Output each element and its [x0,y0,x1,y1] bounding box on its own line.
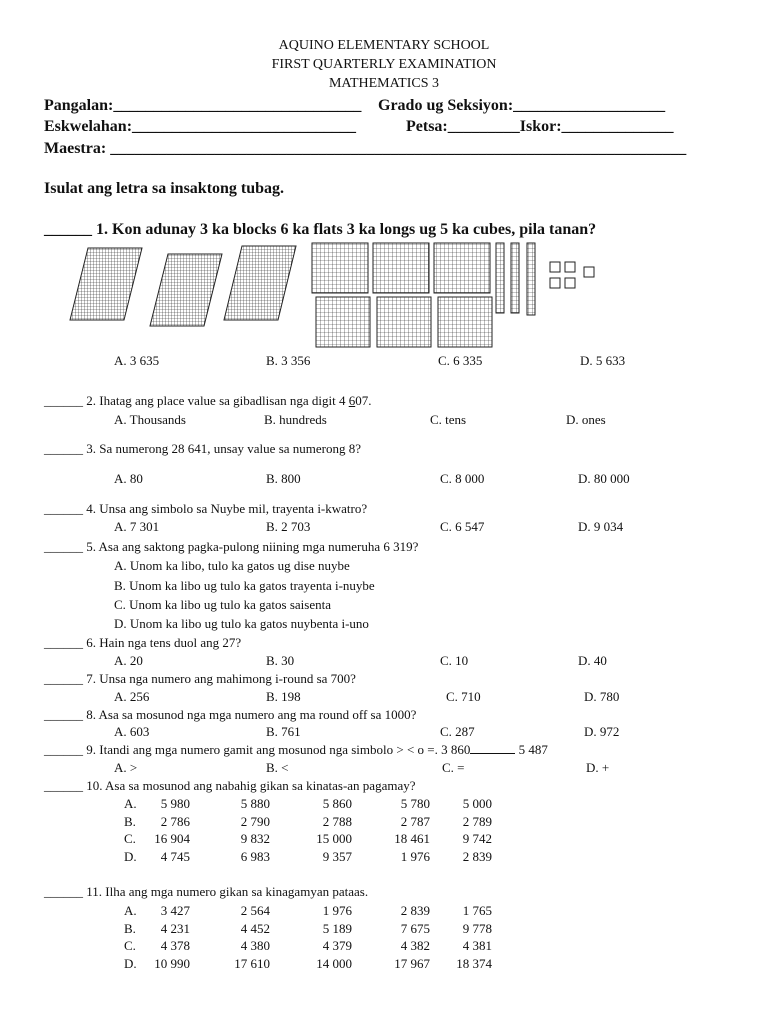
q11-row-value: 4 378 [160,938,190,953]
q11-row-value: 17 967 [394,955,430,971]
one-cube-1 [550,262,560,272]
q4-option-c: C. 6 547 [440,519,485,534]
q1-option-c: C. 6 335 [438,353,483,368]
q10-row-value: 2 790 [240,813,270,829]
question-4: ______ 4. Unsa ang simbolo sa Nuybe mil, trayenta i-kwatro? [44,501,368,516]
q10-row-value: 5 980 [160,796,190,811]
thousand-block-1 [70,248,142,320]
q11-row-letter: A. [124,903,137,918]
q11-row-value: 5 189 [322,920,352,936]
q2-option-a: A. Thousands [114,412,186,427]
q4-option-d: D. 9 034 [578,519,624,534]
q11-row-value: 2 564 [240,903,270,918]
subject-title: MATHEMATICS 3 [328,76,440,91]
q11-row-letter: C. [124,938,136,953]
hundred-flat-6 [438,297,492,347]
q9-answer-blank[interactable] [470,742,515,754]
q2-text-end: 07. [355,393,372,408]
question-8: ______ 8. Asa sa mosunod nga mga numero ang ma round off sa 1000? [44,707,417,722]
q11-row-value: 4 380 [240,938,270,953]
q10-row-value: 18 461 [394,831,430,846]
q10-row-value: 16 904 [154,831,190,846]
q11-row-value: 4 382 [400,938,430,953]
q9-option-b: B. < [266,760,289,775]
q3-option-c: C. 8 000 [440,471,485,486]
hundred-flat-4 [316,297,370,347]
q6-option-b: B. 30 [266,653,295,668]
q10-row-value: 5 000 [462,796,492,811]
q11-row-value: 4 452 [240,920,270,936]
question-2 [44,393,371,409]
q11-row-value: 10 990 [154,955,190,971]
q10-row-value: 2 787 [400,813,430,829]
q10-row-value: 2 786 [160,813,190,829]
q8-option-d: D. 972 [584,724,620,739]
q5-option-c: C. Unom ka libo ug tulo ka gatos saisenta [114,597,332,612]
q5-option-a: A. Unom ka libo, tulo ka gatos ug dise nuybe [114,558,350,573]
q11-row-value: 4 231 [160,920,190,936]
q2-option-c: C. tens [430,412,467,427]
q11-row-value: 2 839 [400,903,430,918]
one-cube-5 [565,278,575,288]
q10-row-value: 2 788 [322,813,352,829]
q11-row-value: 7 675 [400,920,430,936]
one-cube-4 [550,278,560,288]
ten-long-2 [511,243,519,313]
question-10: ______ 10. Asa sa mosunod ang nabahig gikan sa kinatas-an pagamay? [44,778,416,793]
q10-row-value: 5 880 [240,796,270,811]
q9-option-c: C. = [442,760,465,775]
eskwelahan-field: Eskwelahan:____________________________ [44,118,357,135]
question-7: ______ 7. Unsa nga numero ang mahimong i-round sa 700? [44,671,356,686]
question-1: ______ 1. Kon adunay 3 ka blocks 6 ka flats 3 ka longs ug 5 ka cubes, pila tanan? [44,221,597,238]
q11-row-value: 17 610 [234,955,270,971]
one-cube-3 [584,267,594,277]
q7-option-d: D. 780 [584,689,620,704]
q10-row-value: 5 780 [400,796,430,811]
hundred-flat-5 [377,297,431,347]
q11-row-value: 9 778 [462,920,492,936]
q11-row-value: 4 379 [322,938,352,953]
maestra-field: Maestra: ________________________________________________________________________ [44,140,687,157]
q5-option-d: D. Unom ka libo ug tulo ka gatos nuybenta i-uno [114,616,369,631]
q6-option-d: D. 40 [578,653,607,668]
q10-row-value: 2 789 [462,813,492,829]
q11-row-value: 1 765 [462,903,492,918]
pangalan-field: Pangalan:_______________________________ [44,97,362,114]
q2-option-b: B. hundreds [264,412,327,427]
q11-row-letter: B. [124,920,136,936]
q10-row-value: 15 000 [316,831,352,846]
q11-row-value: 18 374 [456,955,492,971]
q10-row-value: 5 860 [322,796,352,811]
q10-row-value: 9 742 [462,831,492,846]
instruction: Isulat ang letra sa insaktong tubag. [44,180,285,197]
q7-option-b: B. 198 [266,689,301,704]
thousand-block-2 [150,254,222,326]
q2-underlined-digit: 6 [348,393,356,408]
hundred-flat-2 [373,243,429,293]
q3-option-a: A. 80 [114,471,143,486]
q7-option-c: C. 710 [446,689,481,704]
base-ten-blocks-illustration [60,240,620,350]
q9-text-end: 5 487 [515,742,548,757]
q2-text: ______ 2. Ihatag ang place value sa gibadlisan nga digit 4 [44,393,349,408]
q10-row-letter: B. [124,813,136,829]
q6-option-a: A. 20 [114,653,143,668]
q7-option-a: A. 256 [114,689,150,704]
q1-option-b: B. 3 356 [266,353,311,368]
question-5: ______ 5. Asa ang saktong pagka-pulong niining mga numeruha 6 319? [44,539,419,554]
question-11: ______ 11. Ilha ang mga numero gikan sa kinagamyan pataas. [44,884,369,899]
q6-option-c: C. 10 [440,653,469,668]
question-6: ______ 6. Hain nga tens duol ang 27? [44,635,242,650]
q10-row-letter: A. [124,796,137,811]
q11-row-letter: D. [124,955,137,971]
question-3: ______ 3. Sa numerong 28 641, unsay value sa numerong 8? [44,441,362,456]
ten-long-3 [527,243,535,315]
question-9 [44,742,548,758]
q11-row-value: 14 000 [316,955,352,971]
exam-title: FIRST QUARTERLY EXAMINATION [271,57,497,72]
q8-option-c: C. 287 [440,724,475,739]
q10-row-value: 9 832 [240,831,270,846]
q9-option-a: A. > [114,760,138,775]
q10-row-value: 4 745 [160,848,190,864]
q3-option-b: B. 800 [266,471,301,486]
q10-row-value: 9 357 [322,848,352,864]
q9-text: ______ 9. Itandi ang mga numero gamit ang mosunod nga simbolo > < o =. 3 860 [44,742,471,757]
q10-row-value: 6 983 [240,848,270,864]
q3-option-d: D. 80 000 [578,471,630,486]
petsa-iskor-field: Petsa:_________Iskor:______________ [406,118,674,135]
one-cube-2 [565,262,575,272]
q2-option-d: D. ones [566,412,606,427]
q11-row-value: 3 427 [160,903,190,918]
thousand-block-3 [224,246,296,320]
q4-option-b: B. 2 703 [266,519,311,534]
grado-field: Grado ug Seksiyon:___________________ [378,97,666,114]
q8-option-a: A. 603 [114,724,150,739]
school-name: AQUINO ELEMENTARY SCHOOL [278,38,490,53]
ten-long-1 [496,243,504,313]
hundred-flat-1 [312,243,368,293]
q5-option-b: B. Unom ka libo ug tulo ka gatos trayenta i-nuybe [114,578,375,593]
q8-option-b: B. 761 [266,724,301,739]
hundred-flat-3 [434,243,490,293]
q10-row-value: 2 839 [462,848,492,864]
q10-row-letter: D. [124,848,137,864]
q11-row-value: 1 976 [322,903,352,918]
q1-option-a: A. 3 635 [114,353,160,368]
q4-option-a: A. 7 301 [114,519,160,534]
q10-row-value: 1 976 [400,848,430,864]
q9-option-d: D. + [586,760,610,775]
q10-row-letter: C. [124,831,136,846]
q1-option-d: D. 5 633 [580,353,626,368]
q11-row-value: 4 381 [462,938,492,953]
